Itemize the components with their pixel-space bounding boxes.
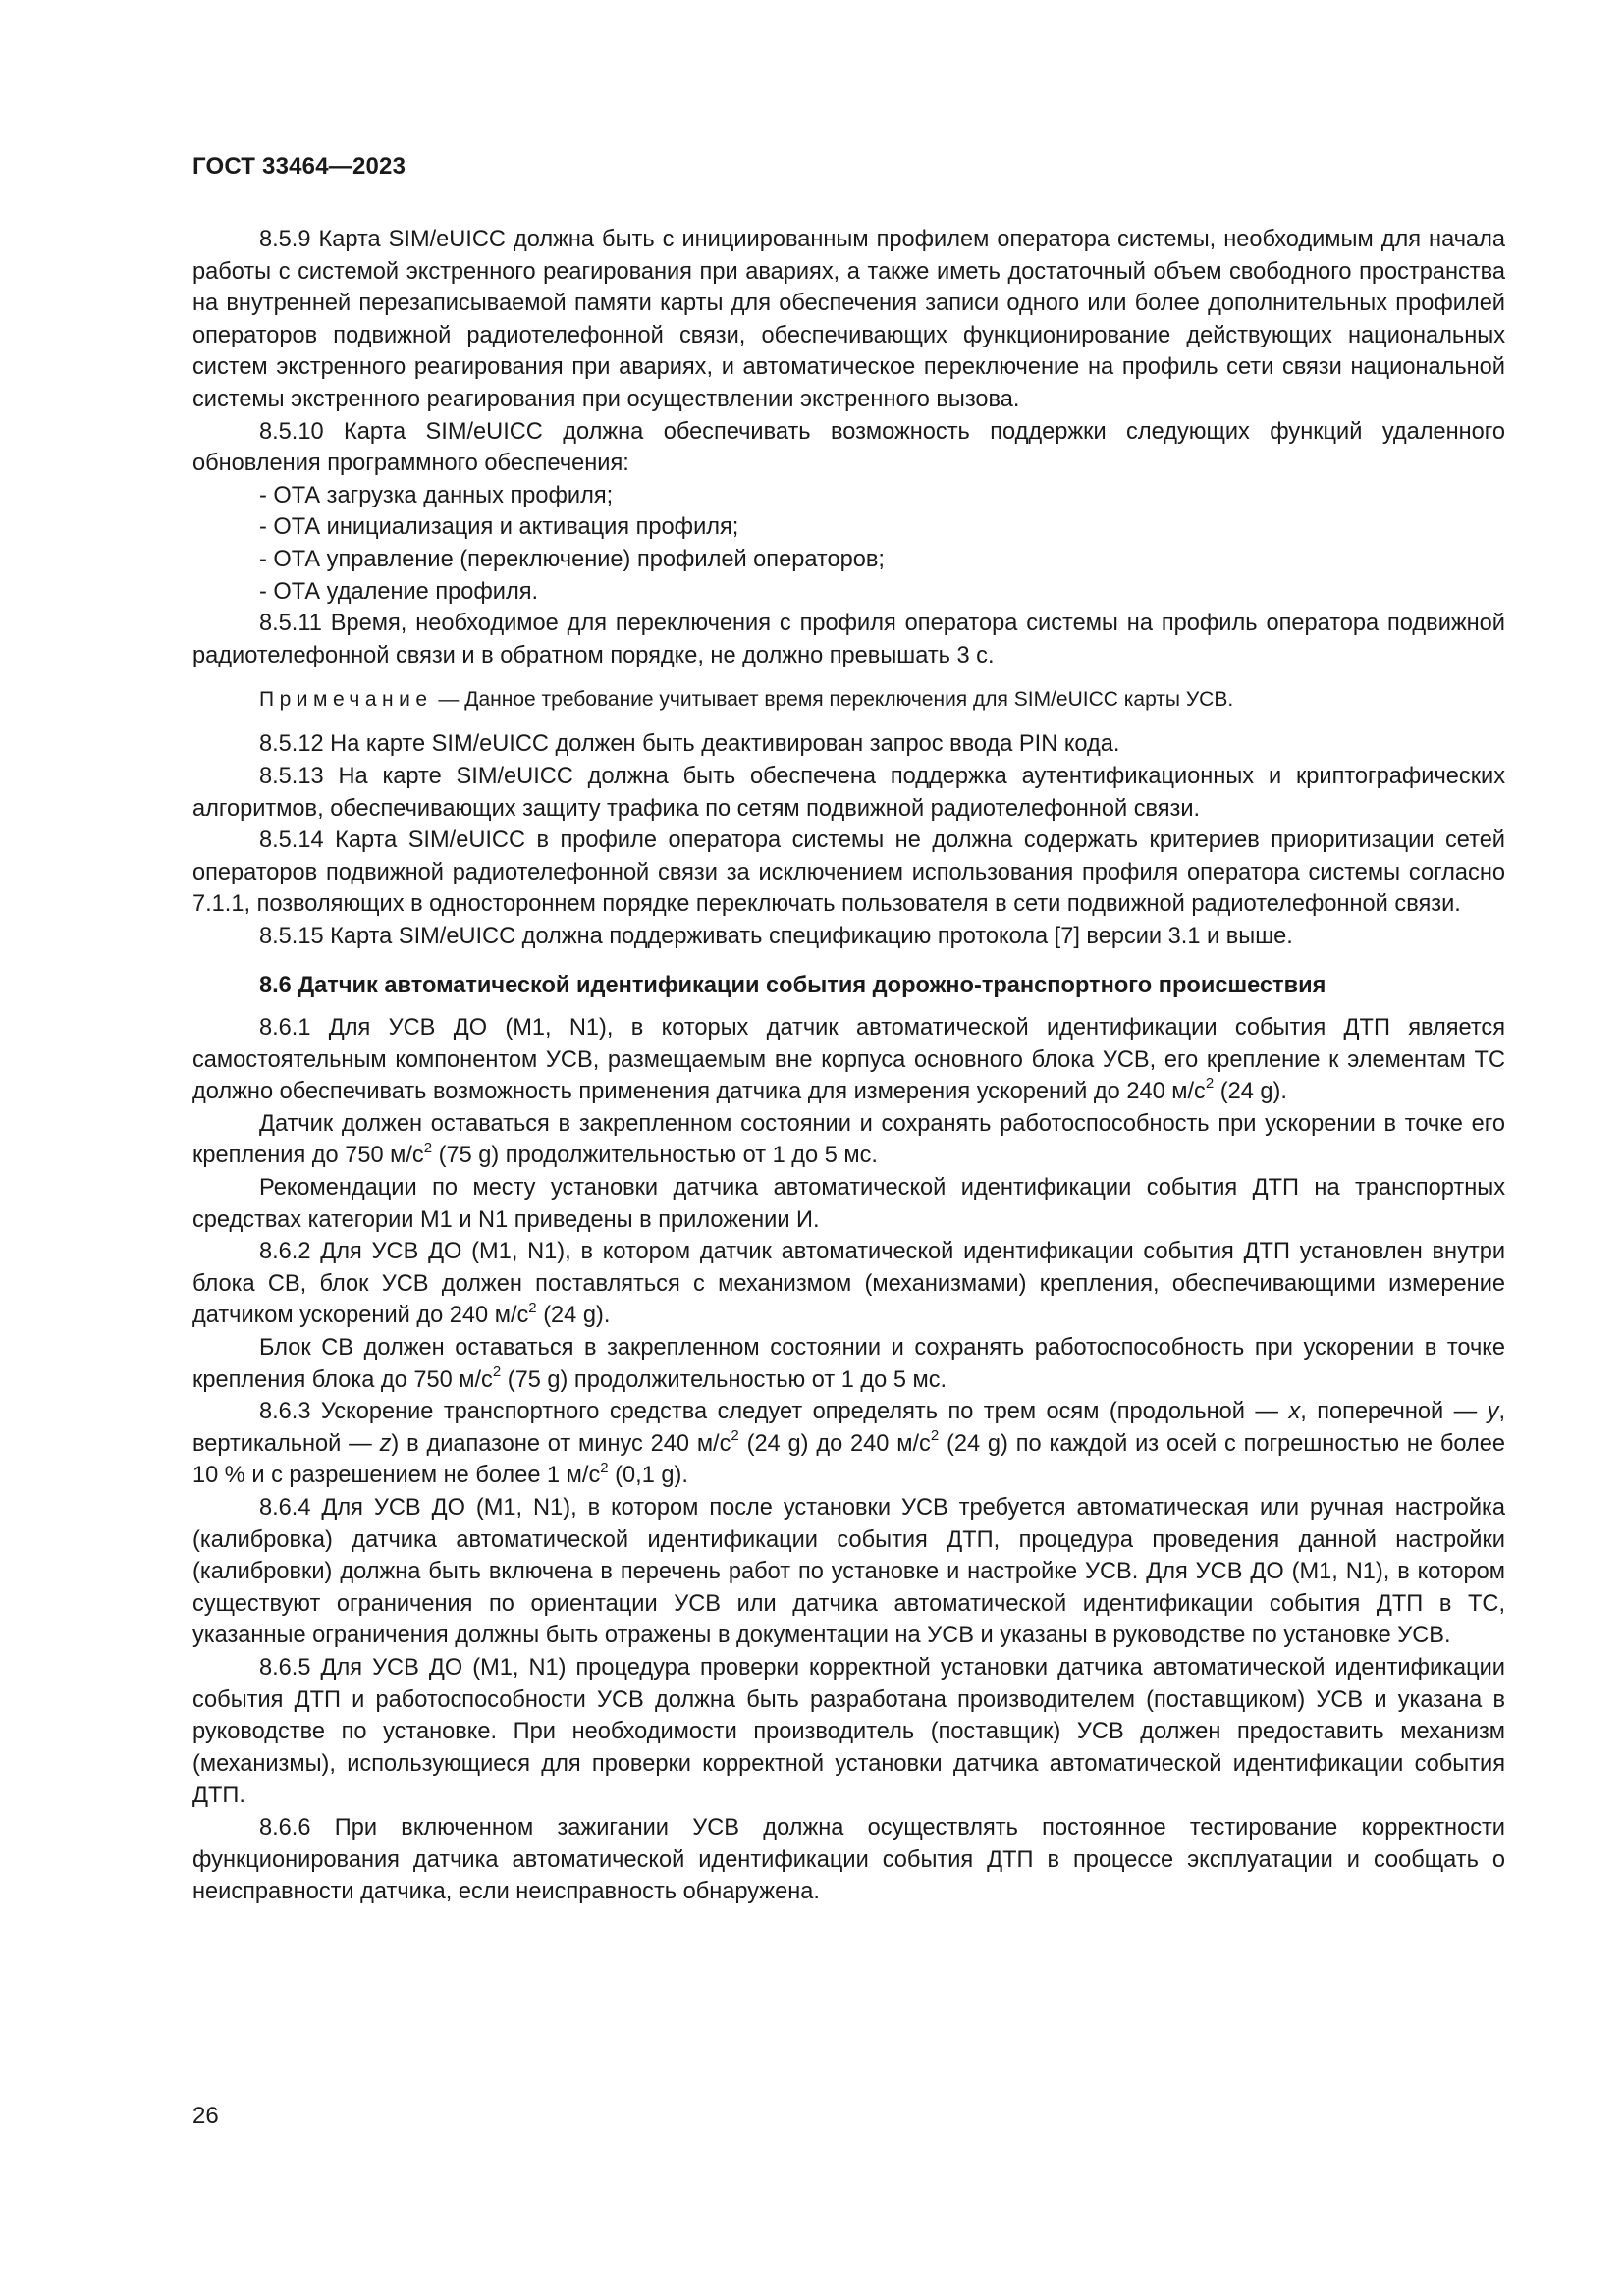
paragraph-8-6-4: 8.6.4 Для УСВ ДО (M1, N1), в котором после установки УСВ требуется автоматическая или ручная настройка (калибровка) датчика автоматической идентификации события ДТП, процедура проведения данной настройки (калибровки) должна быть включена в перечень работ по установке и настройке УСВ. Для УСВ ДО (M1, N1), в котором существуют ограничения по ориентации УСВ или датчика автоматической идентификации события ДТП в ТС, указанные ограничения должны быть отражены в документации на УСВ и указаны в руководстве по установке УСВ. [192,1494,1505,1649]
list-item: - ОТА инициализация и активация профиля; [259,514,739,541]
paragraph-8-5-15: 8.5.15 Карта SIM/eUICC должна поддерживать спецификацию протокола [7] версии 3.1 и выше. [259,923,1293,949]
text-run: Блок СВ должен оставаться в закрепленном состоянии и сохранять работоспособность при ускорении в точке крепления блока до 750 м/с [192,1335,1505,1393]
text-run: (75 g) продолжительностью от 1 до 5 мс. [432,1143,878,1169]
paragraph-8-6-2 [192,1236,1505,1332]
text-run: ) в диапазоне от минус 240 м/с [391,1430,731,1457]
text-run: (75 g) продолжительностью от 1 до 5 мс. [501,1366,947,1393]
text-run: , вертикальной — [192,1399,1505,1457]
text-run: (24 g) по каждой из осей с погрешностью не более 10 % и с разрешением не более 1 м/с [192,1430,1505,1489]
axis-x: x [1288,1399,1301,1425]
text-run: (24 g). [1214,1079,1287,1105]
superscript: 2 [528,1299,537,1316]
axis-y: y [1487,1399,1499,1425]
text-run: (24 g). [536,1303,611,1329]
text-run: 8.6.2 Для УСВ ДО (M1, N1), в котором датчик автоматической идентификации события ДТП установлен внутри блока СВ, блок УСВ должен поставляться с механизмом (механизмами) крепления, обеспечивающими измерение датчиком ускорений до 240 м/с [192,1239,1505,1329]
page-number: 26 [192,2103,219,2129]
superscript: 2 [600,1459,609,1476]
paragraph-8-5-12: 8.5.12 На карте SIM/eUICC должен быть деактивирован запрос ввода PIN кода. [259,731,1120,758]
superscript: 2 [930,1426,940,1444]
superscript: 2 [492,1362,502,1380]
paragraph-8-5-10: 8.5.10 Карта SIM/eUICC должна обеспечивать возможность поддержки следующих функций удаленного обновления программного обеспечения: [192,418,1505,477]
paragraph-8-6-2-b [192,1332,1505,1396]
paragraph-8-5-14: 8.5.14 Карта SIM/eUICC в профиле оператора системы не должна содержать критериев приоритизации сетей операторов подвижной радиотелефонной связи за исключением использования профиля оператора системы согласно 7.1.1, позволяющих в одностороннем порядке переключать пользователя в сети подвижной радиотелефонной связи. [192,828,1505,918]
note [192,685,1505,715]
document-header: ГОСТ 33464—2023 [192,153,406,180]
paragraph-8-6-3 [192,1396,1505,1492]
paragraph-8-6-1-c: Рекомендации по месту установки датчика автоматической идентификации события ДТП на транспортных средствах категории M1 и N1 приведены в приложении И. [192,1175,1505,1233]
paragraph-8-6-6: 8.6.6 При включенном зажигании УСВ должна осуществлять постоянное тестирование корректности функционирования датчика автоматической идентификации события ДТП в процессе эксплуатации и сообщать о неисправности датчика, если неисправность обнаружена. [192,1814,1505,1905]
text-run: (0,1 g). [608,1463,688,1489]
note-label: Примечание [259,688,433,712]
list-item: - ОТА управление (переключение) профилей операторов; [259,546,885,572]
superscript: 2 [1205,1075,1215,1093]
list-item: - ОТА загрузка данных профиля; [259,482,614,508]
text-run: 8.6.3 Ускорение транспортного средства следует определять по трем осям (продольной — [259,1399,1289,1425]
paragraph-8-6-1-b [192,1108,1505,1172]
document-body [192,224,1505,1908]
paragraph-8-6-5: 8.6.5 Для УСВ ДО (M1, N1) процедура проверки корректной установки датчика автоматической идентификации события ДТП и работоспособности УСВ должна быть разработана производителем (поставщиком) УСВ и указана в руководстве по установке. При необходимости производитель (поставщик) УСВ должен предоставить механизм (механизмы), использующиеся для проверки корректной установки датчика автоматической идентификации события ДТП. [192,1654,1505,1809]
section-heading-8-6: 8.6 Датчик автоматической идентификации события дорожно-транспортного происшествия [259,973,1326,999]
paragraph-8-5-11: 8.5.11 Время, необходимое для переключения с профиля оператора системы на профиль оператора подвижной радиотелефонной связи и в обратном порядке, не должно превышать 3 с. [192,611,1505,668]
paragraph-8-5-13: 8.5.13 На карте SIM/eUICC должна быть обеспечена поддержка аутентификационных и криптографических алгоритмов, обеспечивающих защиту трафика по сетям подвижной радиотелефонной связи. [192,763,1505,822]
axis-z: z [379,1430,392,1457]
text-run: (24 g) до 240 м/с [738,1430,931,1457]
text-run: , поперечной — [1300,1399,1488,1425]
superscript: 2 [423,1139,433,1156]
list-item: - ОТА удаление профиля. [259,578,539,605]
text-run: Датчик должен оставаться в закрепленном состоянии и сохранять работоспособность при ускорении в точке его крепления до 750 м/с [192,1110,1505,1169]
superscript: 2 [731,1426,739,1444]
paragraph-8-5-9: 8.5.9 Карта SIM/eUICC должна быть с инициированным профилем оператора системы, необходимым для начала работы с системой экстренного реагирования при авариях, а также иметь достаточный объем свободного пространства на внутренней перезаписываемой памяти карты для обеспечения записи одного или более дополнительных профилей операторов подвижной радиотелефонной связи, обеспечивающих функционирование действующих национальных систем экстренного реагирования при авариях, и автоматическое переключение на профиль сети связи национальной системы экстренного реагирования при осуществлении экстренного вызова. [192,227,1505,412]
text-run: 8.6.1 Для УСВ ДО (M1, N1), в которых датчик автоматической идентификации события ДТП является самостоятельным компонентом УСВ, размещаемым вне корпуса основного блока УСВ, его крепление к элементам ТС должно обеспечивать возможность применения датчика для измерения ускорений до 240 м/с [192,1015,1505,1105]
paragraph-8-6-1 [192,1012,1505,1108]
note-text: — Данное требование учитывает время переключения для SIM/eUICC карты УСВ. [432,688,1234,712]
